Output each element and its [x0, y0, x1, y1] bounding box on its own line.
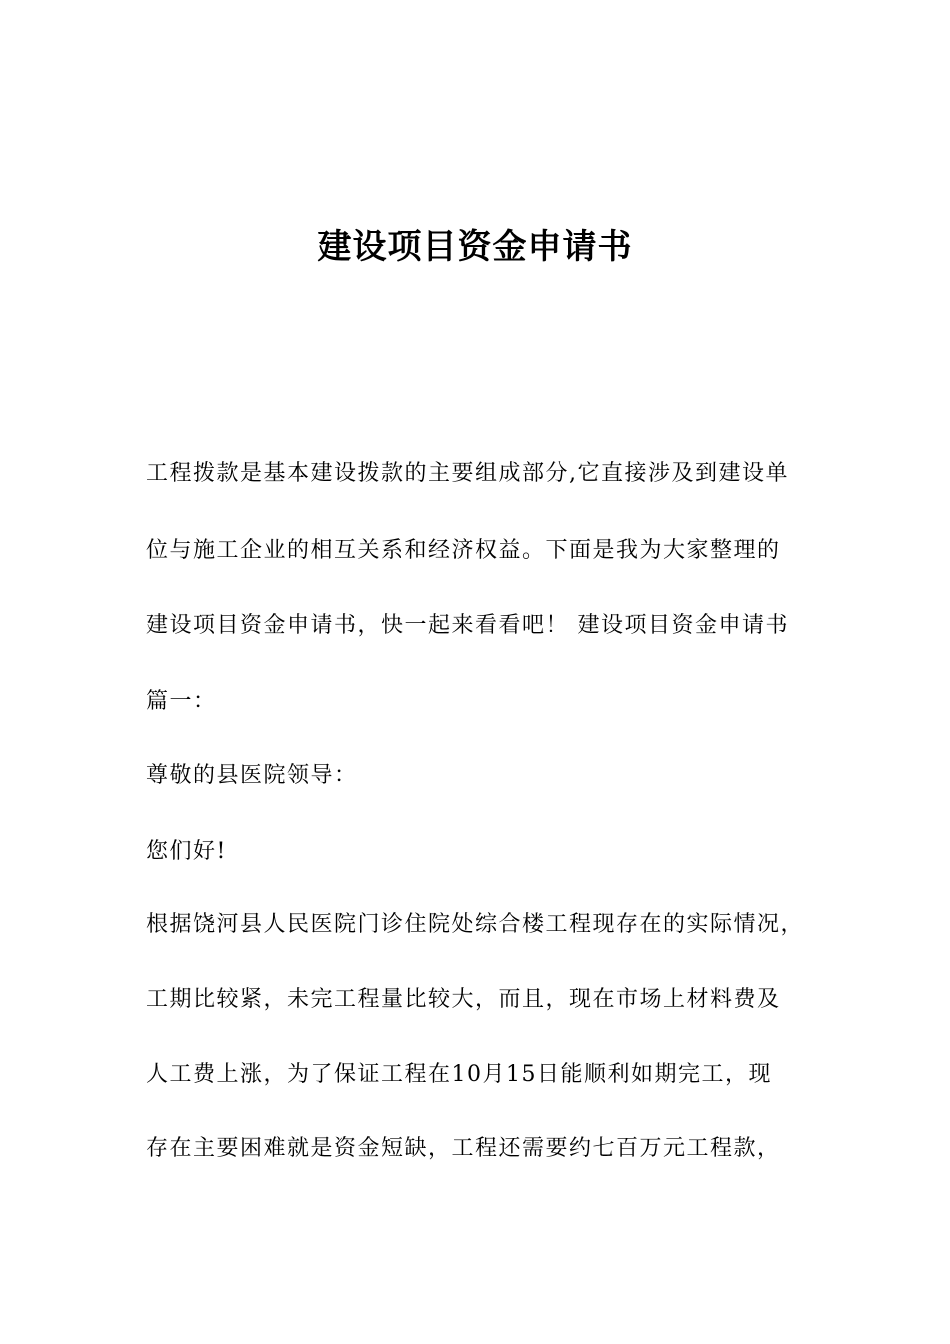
body-line-10: 存在主要困难就是资金短缺，工程还需要约七百万元工程款， — [146, 1136, 781, 1161]
body-line-3: 建设项目资金申请书，快一起来看看吧！ 建设项目资金申请书 — [146, 613, 789, 638]
salutation-line: 尊敬的县医院领导： — [146, 763, 358, 788]
body-line-2: 位与施工企业的相互关系和经济权益。下面是我为大家整理的 — [146, 538, 781, 563]
document-title: 建设项目资金申请书 — [317, 227, 633, 267]
greeting-line: 您们好! — [146, 839, 227, 864]
body-line-1: 工程拨款是基本建设拨款的主要组成部分,它直接涉及到建设单 — [146, 461, 789, 486]
body-line-4: 篇一： — [146, 689, 217, 714]
body-line-8: 工期比较紧，未完工程量比较大，而且，现在市场上材料费及 — [146, 987, 781, 1012]
body-line-7: 根据饶河县人民医院门诊住院处综合楼工程现存在的实际情况， — [146, 912, 805, 937]
body-line-9: 人工费上涨，为了保证工程在10月15日能顺利如期完工，现 — [146, 1062, 772, 1087]
